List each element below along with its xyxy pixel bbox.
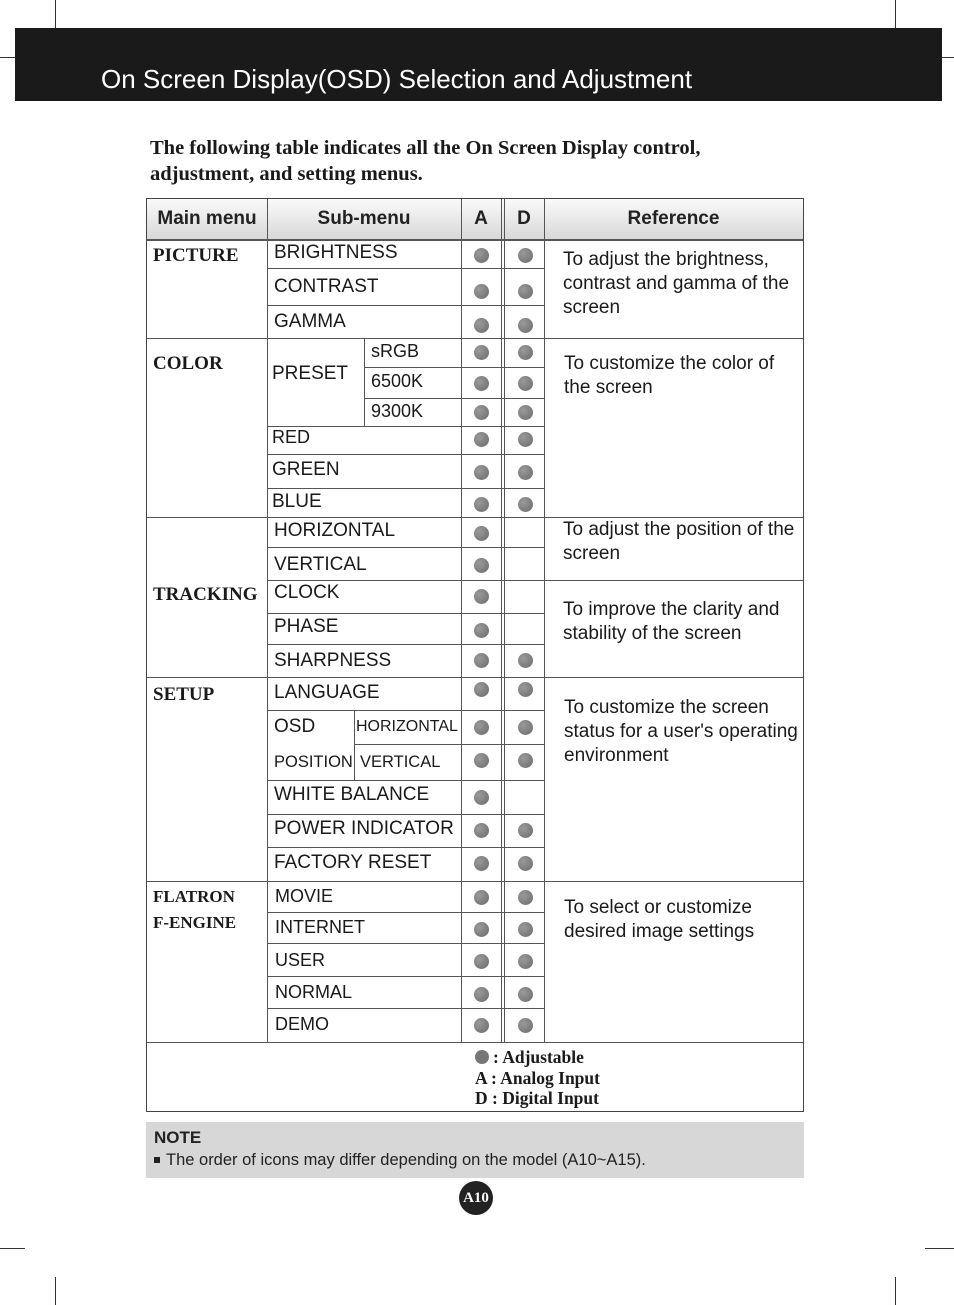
sub-6500k: 6500K [371, 371, 424, 391]
col-divider [461, 199, 462, 1042]
row-divider [267, 710, 544, 711]
col-divider [354, 710, 355, 780]
row-divider [267, 580, 544, 581]
header-a: A [474, 208, 488, 229]
adjustable-dot-a [474, 954, 489, 969]
row-divider [267, 488, 544, 489]
row-divider [364, 367, 544, 368]
row-divider [267, 268, 544, 269]
sub-blue: BLUE [272, 491, 322, 512]
osd-menu-table [146, 198, 804, 1112]
adjustable-dot-d [518, 405, 533, 420]
sub-white-balance: WHITE BALANCE [274, 784, 430, 805]
row-divider [267, 943, 544, 944]
adjustable-dot-a [474, 856, 489, 871]
adjustable-dot-a [474, 405, 489, 420]
ref-tracking-clarity: To improve the clarity and stability of the screen [563, 599, 780, 644]
sub-vertical: VERTICAL [274, 554, 367, 575]
adjustable-dot-d [518, 432, 533, 447]
ref-divider [544, 580, 803, 581]
adjustable-dot-d [518, 682, 533, 697]
legend [475, 1047, 600, 1109]
sub-power-indicator: POWER INDICATOR [274, 818, 454, 839]
row-divider [267, 976, 544, 977]
row-divider [267, 847, 544, 848]
ref-color: To customize the color of the screen [564, 353, 775, 398]
sub-horizontal: HORIZONTAL [274, 520, 396, 541]
ref-tracking-position: To adjust the position of the screen [563, 519, 795, 564]
adjustable-dot-d [518, 954, 533, 969]
legend-analog: A : Analog Input [475, 1067, 600, 1088]
legend-adjustable: : Adjustable [475, 1047, 600, 1068]
sub-language: LANGUAGE [274, 682, 380, 703]
adjustable-dot-d [518, 856, 533, 871]
crop-mark [0, 1248, 25, 1249]
adjustable-dot-d [518, 720, 533, 735]
row-divider [267, 613, 544, 614]
adjustable-dot-d [518, 922, 533, 937]
section-divider [147, 338, 803, 339]
adjustable-dot-d [518, 465, 533, 480]
adjustable-dot-d [518, 653, 533, 668]
adjustable-dot-d [518, 318, 533, 333]
sub-position: POSITION [274, 753, 353, 771]
row-divider [267, 454, 544, 455]
adjustable-dot-a [474, 376, 489, 391]
adjustable-dot-a [474, 284, 489, 299]
ref-picture: To adjust the brightness, contrast and gamma of the screen [563, 249, 790, 318]
adjustable-dot-d [518, 376, 533, 391]
sub-internet: INTERNET [275, 917, 365, 937]
col-divider [504, 199, 505, 1042]
adjustable-dot-a [474, 345, 489, 360]
adjustable-dot-a [474, 558, 489, 573]
adjustable-dot-a [474, 823, 489, 838]
row-divider [267, 644, 544, 645]
adjustable-dot-d [518, 248, 533, 263]
crop-mark [55, 0, 56, 28]
col-divider [267, 199, 268, 1042]
ref-fengine: To select or customize desired image settings [564, 897, 755, 942]
adjustable-dot-d [518, 497, 533, 512]
sub-gamma: GAMMA [274, 311, 346, 332]
adjustable-dot-d [518, 823, 533, 838]
header-main-menu: Main menu [157, 208, 257, 229]
main-menu-tracking: TRACKING [153, 584, 258, 605]
adjustable-dot-d [518, 890, 533, 905]
crop-mark [925, 1248, 954, 1249]
sub-brightness: BRIGHTNESS [274, 242, 398, 263]
adjustable-dot-a [474, 318, 489, 333]
crop-mark [942, 57, 954, 58]
row-divider [354, 744, 544, 745]
crop-mark [55, 1277, 56, 1305]
crop-mark [0, 57, 15, 58]
crop-mark [895, 0, 896, 28]
sub-user: USER [275, 950, 326, 970]
note-box [146, 1122, 804, 1178]
ref-setup: To customize the screen status for a user's operating environment [564, 697, 798, 766]
sub-osd-horizontal: HORIZONTAL [356, 718, 458, 735]
sub-contrast: CONTRAST [274, 276, 379, 297]
header-sub-menu: Sub-menu [317, 208, 411, 229]
bullet-icon [154, 1157, 160, 1163]
sub-osd-vertical: VERTICAL [360, 753, 441, 771]
note-text: The order of icons may differ depending on the model (A10~A15). [154, 1151, 646, 1170]
main-menu-color: COLOR [153, 353, 223, 374]
adjustable-dot-d [518, 1018, 533, 1033]
col-divider [501, 199, 502, 1042]
main-menu-flatron: FLATRON [153, 887, 235, 906]
section-divider [147, 881, 803, 882]
adjustable-dot-d [518, 987, 533, 1002]
adjustable-dot-a [474, 432, 489, 447]
adjustable-dot-a [474, 890, 489, 905]
sub-sharpness: SHARPNESS [274, 650, 392, 671]
main-menu-picture: PICTURE [153, 245, 239, 266]
section-divider [147, 1042, 803, 1043]
row-divider [267, 1008, 544, 1009]
sub-9300k: 9300K [371, 401, 424, 421]
adjustable-dot-a [474, 790, 489, 805]
col-divider [364, 339, 365, 426]
crop-mark [895, 1277, 896, 1305]
row-divider [267, 780, 544, 781]
section-divider [147, 677, 803, 678]
sub-demo: DEMO [275, 1014, 329, 1034]
sub-movie: MOVIE [275, 886, 334, 906]
row-divider [267, 814, 544, 815]
adjustable-dot-a [474, 987, 489, 1002]
row-divider [267, 305, 544, 306]
adjustable-dot-a [474, 497, 489, 512]
header-reference: Reference [627, 208, 720, 229]
adjustable-dot-d [518, 753, 533, 768]
sub-factory-reset: FACTORY RESET [274, 852, 432, 873]
adjustable-dot-a [474, 1018, 489, 1033]
page-title: On Screen Display(OSD) Selection and Adjustment [101, 64, 693, 94]
intro-text: The following table indicates all the On Screen Display control, adjustment, and setting menus. [150, 137, 701, 185]
legend-digital: D : Digital Input [475, 1088, 599, 1108]
adjustable-dot-d [518, 345, 533, 360]
main-menu-fengine: F-ENGINE [153, 913, 237, 932]
sub-osd: OSD [274, 716, 316, 737]
adjustable-dot-a [474, 682, 489, 697]
header-d: D [517, 208, 531, 229]
adjustable-dot-a [474, 526, 489, 541]
adjustable-dot-a [474, 623, 489, 638]
sub-green: GREEN [272, 459, 340, 480]
sub-phase: PHASE [274, 616, 339, 637]
sub-clock: CLOCK [274, 582, 340, 603]
adjustable-dot-d [518, 284, 533, 299]
sub-normal: NORMAL [275, 982, 353, 1002]
adjustable-dot-a [474, 248, 489, 263]
adjustable-dot-icon [475, 1050, 489, 1064]
row-divider [364, 398, 544, 399]
sub-preset: PRESET [272, 363, 349, 384]
adjustable-dot-a [474, 589, 489, 604]
adjustable-dot-a [474, 653, 489, 668]
adjustable-dot-a [474, 753, 489, 768]
adjustable-dot-a [474, 922, 489, 937]
main-menu-setup: SETUP [153, 684, 215, 705]
col-divider [544, 199, 545, 1042]
page-number: A10 [459, 1181, 493, 1215]
note-title: NOTE [154, 1128, 202, 1147]
adjustable-dot-a [474, 465, 489, 480]
sub-red: RED [272, 427, 311, 447]
row-divider [267, 912, 544, 913]
row-divider [267, 547, 544, 548]
adjustable-dot-a [474, 720, 489, 735]
sub-srgb: sRGB [371, 341, 420, 361]
